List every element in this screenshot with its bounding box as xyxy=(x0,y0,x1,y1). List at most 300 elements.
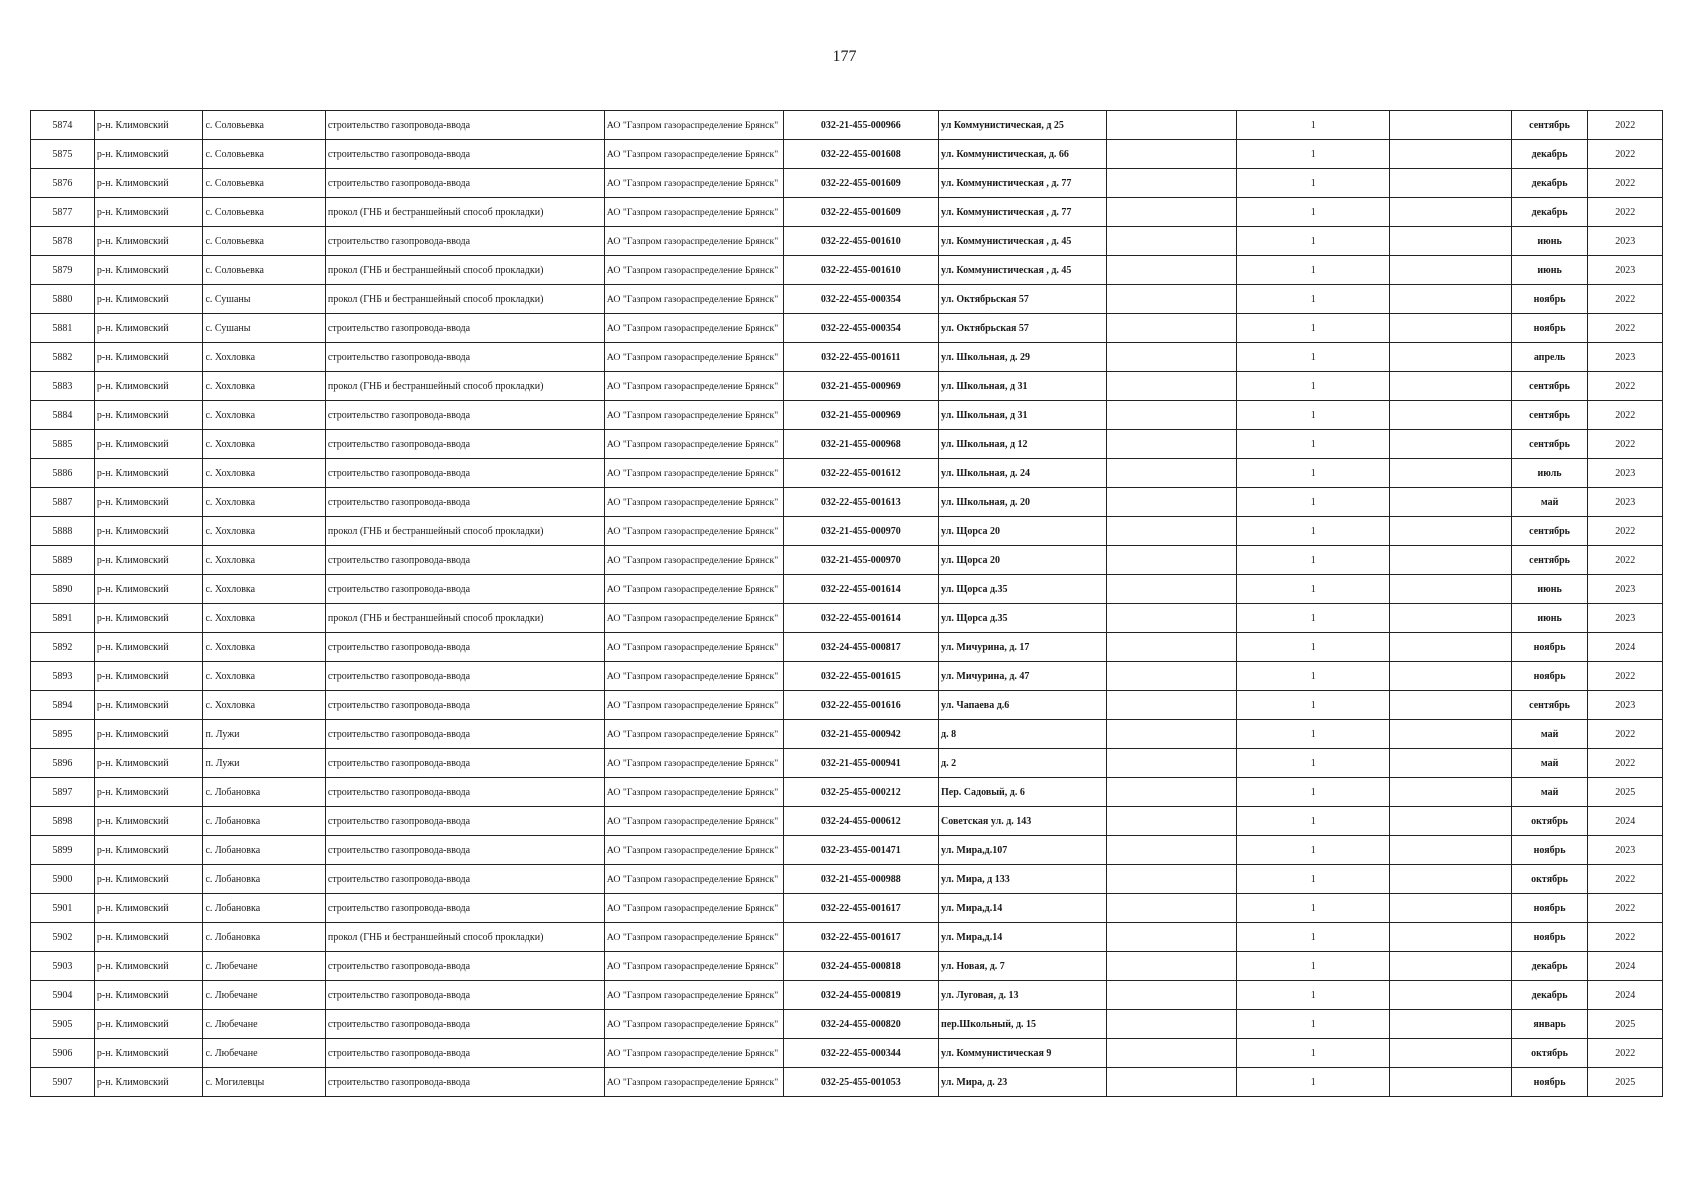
settlement-cell: с. Хохловка xyxy=(203,633,325,662)
quantity-cell: 1 xyxy=(1237,720,1390,749)
empty-cell xyxy=(1107,720,1237,749)
empty-cell xyxy=(1390,691,1511,720)
empty-cell xyxy=(1390,633,1511,662)
empty-cell xyxy=(1390,372,1511,401)
quantity-cell: 1 xyxy=(1237,749,1390,778)
row-number-cell: 5876 xyxy=(31,169,95,198)
organization-cell: АО "Газпром газораспределение Брянск" xyxy=(604,343,783,372)
district-cell: р-н. Климовский xyxy=(94,372,203,401)
district-cell: р-н. Климовский xyxy=(94,894,203,923)
settlement-cell: с. Любечане xyxy=(203,1039,325,1068)
district-cell: р-н. Климовский xyxy=(94,662,203,691)
work-type-cell: строительство газопровода-ввода xyxy=(325,401,604,430)
month-cell: сентябрь xyxy=(1511,691,1588,720)
organization-cell: АО "Газпром газораспределение Брянск" xyxy=(604,662,783,691)
settlement-cell: с. Соловьевка xyxy=(203,111,325,140)
table-row xyxy=(31,285,1663,314)
empty-cell xyxy=(1107,662,1237,691)
table-row xyxy=(31,1010,1663,1039)
work-type-cell: строительство газопровода-ввода xyxy=(325,836,604,865)
district-cell: р-н. Климовский xyxy=(94,198,203,227)
object-code-cell: 032-22-455-000354 xyxy=(783,285,938,314)
empty-cell xyxy=(1390,314,1511,343)
year-cell: 2023 xyxy=(1588,227,1663,256)
work-type-cell: строительство газопровода-ввода xyxy=(325,111,604,140)
empty-cell xyxy=(1107,546,1237,575)
month-cell: ноябрь xyxy=(1511,662,1588,691)
quantity-cell: 1 xyxy=(1237,952,1390,981)
district-cell: р-н. Климовский xyxy=(94,343,203,372)
address-cell: Советская ул. д. 143 xyxy=(939,807,1107,836)
month-cell: декабрь xyxy=(1511,952,1588,981)
work-type-cell: строительство газопровода-ввода xyxy=(325,981,604,1010)
row-number-cell: 5896 xyxy=(31,749,95,778)
settlement-cell: с. Сушаны xyxy=(203,285,325,314)
month-cell: сентябрь xyxy=(1511,401,1588,430)
settlement-cell: с. Хохловка xyxy=(203,546,325,575)
district-cell: р-н. Климовский xyxy=(94,285,203,314)
year-cell: 2024 xyxy=(1588,952,1663,981)
district-cell: р-н. Климовский xyxy=(94,140,203,169)
table-row xyxy=(31,749,1663,778)
year-cell: 2022 xyxy=(1588,430,1663,459)
empty-cell xyxy=(1107,488,1237,517)
object-code-cell: 032-21-455-000988 xyxy=(783,865,938,894)
table-row xyxy=(31,111,1663,140)
settlement-cell: с. Любечане xyxy=(203,952,325,981)
year-cell: 2022 xyxy=(1588,662,1663,691)
table-row xyxy=(31,372,1663,401)
quantity-cell: 1 xyxy=(1237,227,1390,256)
empty-cell xyxy=(1390,546,1511,575)
object-code-cell: 032-21-455-000969 xyxy=(783,372,938,401)
year-cell: 2023 xyxy=(1588,604,1663,633)
quantity-cell: 1 xyxy=(1237,285,1390,314)
table-row xyxy=(31,140,1663,169)
year-cell: 2022 xyxy=(1588,111,1663,140)
table-row xyxy=(31,778,1663,807)
settlement-cell: с. Соловьевка xyxy=(203,227,325,256)
work-type-cell: строительство газопровода-ввода xyxy=(325,633,604,662)
empty-cell xyxy=(1107,604,1237,633)
settlement-cell: с. Хохловка xyxy=(203,401,325,430)
work-type-cell: строительство газопровода-ввода xyxy=(325,1068,604,1097)
organization-cell: АО "Газпром газораспределение Брянск" xyxy=(604,459,783,488)
month-cell: ноябрь xyxy=(1511,1068,1588,1097)
address-cell: д. 8 xyxy=(939,720,1107,749)
district-cell: р-н. Климовский xyxy=(94,314,203,343)
month-cell: май xyxy=(1511,749,1588,778)
month-cell: июль xyxy=(1511,459,1588,488)
settlement-cell: с. Лобановка xyxy=(203,923,325,952)
organization-cell: АО "Газпром газораспределение Брянск" xyxy=(604,488,783,517)
month-cell: май xyxy=(1511,778,1588,807)
empty-cell xyxy=(1107,169,1237,198)
work-type-cell: строительство газопровода-ввода xyxy=(325,952,604,981)
empty-cell xyxy=(1107,1039,1237,1068)
organization-cell: АО "Газпром газораспределение Брянск" xyxy=(604,778,783,807)
object-code-cell: 032-24-455-000819 xyxy=(783,981,938,1010)
month-cell: ноябрь xyxy=(1511,923,1588,952)
empty-cell xyxy=(1107,894,1237,923)
quantity-cell: 1 xyxy=(1237,430,1390,459)
empty-cell xyxy=(1107,111,1237,140)
table-row xyxy=(31,546,1663,575)
settlement-cell: с. Лобановка xyxy=(203,778,325,807)
district-cell: р-н. Климовский xyxy=(94,169,203,198)
year-cell: 2022 xyxy=(1588,923,1663,952)
address-cell: ул. Мичурина, д. 47 xyxy=(939,662,1107,691)
organization-cell: АО "Газпром газораспределение Брянск" xyxy=(604,749,783,778)
empty-cell xyxy=(1107,575,1237,604)
district-cell: р-н. Климовский xyxy=(94,256,203,285)
settlement-cell: с. Любечане xyxy=(203,1010,325,1039)
object-code-cell: 032-22-455-001608 xyxy=(783,140,938,169)
row-number-cell: 5905 xyxy=(31,1010,95,1039)
month-cell: сентябрь xyxy=(1511,430,1588,459)
row-number-cell: 5898 xyxy=(31,807,95,836)
year-cell: 2022 xyxy=(1588,314,1663,343)
district-cell: р-н. Климовский xyxy=(94,691,203,720)
month-cell: сентябрь xyxy=(1511,372,1588,401)
object-code-cell: 032-22-455-000344 xyxy=(783,1039,938,1068)
empty-cell xyxy=(1107,981,1237,1010)
empty-cell xyxy=(1390,1039,1511,1068)
object-code-cell: 032-22-455-001610 xyxy=(783,227,938,256)
object-code-cell: 032-22-455-001613 xyxy=(783,488,938,517)
settlement-cell: с. Соловьевка xyxy=(203,198,325,227)
work-type-cell: прокол (ГНБ и бестраншейный способ прокладки) xyxy=(325,256,604,285)
address-cell: ул. Школьная, д 31 xyxy=(939,372,1107,401)
address-cell: ул Коммунистическая, д 25 xyxy=(939,111,1107,140)
empty-cell xyxy=(1390,720,1511,749)
year-cell: 2023 xyxy=(1588,256,1663,285)
quantity-cell: 1 xyxy=(1237,981,1390,1010)
month-cell: декабрь xyxy=(1511,981,1588,1010)
year-cell: 2022 xyxy=(1588,285,1663,314)
settlement-cell: с. Хохловка xyxy=(203,430,325,459)
year-cell: 2024 xyxy=(1588,807,1663,836)
address-cell: ул. Школьная, д. 24 xyxy=(939,459,1107,488)
year-cell: 2025 xyxy=(1588,1010,1663,1039)
object-code-cell: 032-21-455-000970 xyxy=(783,517,938,546)
year-cell: 2023 xyxy=(1588,459,1663,488)
object-code-cell: 032-23-455-001471 xyxy=(783,836,938,865)
work-type-cell: строительство газопровода-ввода xyxy=(325,430,604,459)
settlement-cell: с. Лобановка xyxy=(203,807,325,836)
object-code-cell: 032-24-455-000612 xyxy=(783,807,938,836)
empty-cell xyxy=(1107,1010,1237,1039)
settlement-cell: с. Хохловка xyxy=(203,604,325,633)
empty-cell xyxy=(1390,807,1511,836)
quantity-cell: 1 xyxy=(1237,256,1390,285)
month-cell: октябрь xyxy=(1511,1039,1588,1068)
work-type-cell: строительство газопровода-ввода xyxy=(325,807,604,836)
organization-cell: АО "Газпром газораспределение Брянск" xyxy=(604,111,783,140)
quantity-cell: 1 xyxy=(1237,343,1390,372)
register-table xyxy=(30,110,1663,1097)
row-number-cell: 5903 xyxy=(31,952,95,981)
empty-cell xyxy=(1107,256,1237,285)
row-number-cell: 5875 xyxy=(31,140,95,169)
row-number-cell: 5882 xyxy=(31,343,95,372)
quantity-cell: 1 xyxy=(1237,1010,1390,1039)
year-cell: 2025 xyxy=(1588,1068,1663,1097)
month-cell: июнь xyxy=(1511,604,1588,633)
table-row xyxy=(31,401,1663,430)
year-cell: 2024 xyxy=(1588,633,1663,662)
table-row xyxy=(31,981,1663,1010)
empty-cell xyxy=(1107,372,1237,401)
address-cell: ул. Щорса 20 xyxy=(939,517,1107,546)
table-row xyxy=(31,1068,1663,1097)
district-cell: р-н. Климовский xyxy=(94,430,203,459)
district-cell: р-н. Климовский xyxy=(94,604,203,633)
settlement-cell: с. Хохловка xyxy=(203,372,325,401)
address-cell: ул. Коммунистическая, д. 66 xyxy=(939,140,1107,169)
empty-cell xyxy=(1107,459,1237,488)
row-number-cell: 5895 xyxy=(31,720,95,749)
table-row xyxy=(31,807,1663,836)
settlement-cell: с. Хохловка xyxy=(203,459,325,488)
work-type-cell: прокол (ГНБ и бестраншейный способ прокладки) xyxy=(325,372,604,401)
empty-cell xyxy=(1390,778,1511,807)
object-code-cell: 032-25-455-000212 xyxy=(783,778,938,807)
address-cell: ул. Коммунистическая , д. 45 xyxy=(939,227,1107,256)
settlement-cell: с. Хохловка xyxy=(203,662,325,691)
work-type-cell: строительство газопровода-ввода xyxy=(325,691,604,720)
work-type-cell: прокол (ГНБ и бестраншейный способ прокладки) xyxy=(325,285,604,314)
district-cell: р-н. Климовский xyxy=(94,981,203,1010)
object-code-cell: 032-22-455-001612 xyxy=(783,459,938,488)
month-cell: октябрь xyxy=(1511,807,1588,836)
district-cell: р-н. Климовский xyxy=(94,546,203,575)
empty-cell xyxy=(1107,952,1237,981)
organization-cell: АО "Газпром газораспределение Брянск" xyxy=(604,604,783,633)
object-code-cell: 032-25-455-001053 xyxy=(783,1068,938,1097)
table-row xyxy=(31,691,1663,720)
organization-cell: АО "Газпром газораспределение Брянск" xyxy=(604,923,783,952)
district-cell: р-н. Климовский xyxy=(94,459,203,488)
settlement-cell: с. Хохловка xyxy=(203,691,325,720)
organization-cell: АО "Газпром газораспределение Брянск" xyxy=(604,1039,783,1068)
settlement-cell: с. Сушаны xyxy=(203,314,325,343)
organization-cell: АО "Газпром газораспределение Брянск" xyxy=(604,894,783,923)
object-code-cell: 032-24-455-000818 xyxy=(783,952,938,981)
district-cell: р-н. Климовский xyxy=(94,720,203,749)
empty-cell xyxy=(1390,343,1511,372)
quantity-cell: 1 xyxy=(1237,604,1390,633)
empty-cell xyxy=(1107,343,1237,372)
month-cell: ноябрь xyxy=(1511,633,1588,662)
empty-cell xyxy=(1107,401,1237,430)
year-cell: 2024 xyxy=(1588,981,1663,1010)
row-number-cell: 5888 xyxy=(31,517,95,546)
empty-cell xyxy=(1390,894,1511,923)
organization-cell: АО "Газпром газораспределение Брянск" xyxy=(604,372,783,401)
organization-cell: АО "Газпром газораспределение Брянск" xyxy=(604,807,783,836)
settlement-cell: с. Любечане xyxy=(203,981,325,1010)
district-cell: р-н. Климовский xyxy=(94,865,203,894)
object-code-cell: 032-24-455-000820 xyxy=(783,1010,938,1039)
month-cell: ноябрь xyxy=(1511,894,1588,923)
row-number-cell: 5883 xyxy=(31,372,95,401)
quantity-cell: 1 xyxy=(1237,894,1390,923)
quantity-cell: 1 xyxy=(1237,662,1390,691)
table-row xyxy=(31,952,1663,981)
organization-cell: АО "Газпром газораспределение Брянск" xyxy=(604,169,783,198)
month-cell: апрель xyxy=(1511,343,1588,372)
settlement-cell: с. Лобановка xyxy=(203,865,325,894)
object-code-cell: 032-22-455-000354 xyxy=(783,314,938,343)
district-cell: р-н. Климовский xyxy=(94,1039,203,1068)
object-code-cell: 032-22-455-001615 xyxy=(783,662,938,691)
object-code-cell: 032-24-455-000817 xyxy=(783,633,938,662)
work-type-cell: строительство газопровода-ввода xyxy=(325,575,604,604)
table-row xyxy=(31,430,1663,459)
empty-cell xyxy=(1390,749,1511,778)
address-cell: ул. Луговая, д. 13 xyxy=(939,981,1107,1010)
settlement-cell: с. Соловьевка xyxy=(203,169,325,198)
year-cell: 2022 xyxy=(1588,749,1663,778)
work-type-cell: строительство газопровода-ввода xyxy=(325,343,604,372)
empty-cell xyxy=(1390,517,1511,546)
organization-cell: АО "Газпром газораспределение Брянск" xyxy=(604,575,783,604)
district-cell: р-н. Климовский xyxy=(94,1010,203,1039)
row-number-cell: 5885 xyxy=(31,430,95,459)
work-type-cell: строительство газопровода-ввода xyxy=(325,720,604,749)
row-number-cell: 5893 xyxy=(31,662,95,691)
organization-cell: АО "Газпром газораспределение Брянск" xyxy=(604,1068,783,1097)
year-cell: 2022 xyxy=(1588,372,1663,401)
organization-cell: АО "Газпром газораспределение Брянск" xyxy=(604,256,783,285)
row-number-cell: 5886 xyxy=(31,459,95,488)
empty-cell xyxy=(1107,836,1237,865)
empty-cell xyxy=(1390,198,1511,227)
empty-cell xyxy=(1390,836,1511,865)
empty-cell xyxy=(1107,749,1237,778)
organization-cell: АО "Газпром газораспределение Брянск" xyxy=(604,430,783,459)
district-cell: р-н. Климовский xyxy=(94,923,203,952)
table-row xyxy=(31,517,1663,546)
district-cell: р-н. Климовский xyxy=(94,807,203,836)
empty-cell xyxy=(1107,517,1237,546)
empty-cell xyxy=(1107,285,1237,314)
empty-cell xyxy=(1390,981,1511,1010)
settlement-cell: с. Соловьевка xyxy=(203,256,325,285)
row-number-cell: 5874 xyxy=(31,111,95,140)
year-cell: 2022 xyxy=(1588,865,1663,894)
empty-cell xyxy=(1390,1010,1511,1039)
district-cell: р-н. Климовский xyxy=(94,517,203,546)
month-cell: сентябрь xyxy=(1511,111,1588,140)
row-number-cell: 5900 xyxy=(31,865,95,894)
object-code-cell: 032-21-455-000942 xyxy=(783,720,938,749)
table-row xyxy=(31,459,1663,488)
work-type-cell: прокол (ГНБ и бестраншейный способ прокладки) xyxy=(325,198,604,227)
quantity-cell: 1 xyxy=(1237,865,1390,894)
organization-cell: АО "Газпром газораспределение Брянск" xyxy=(604,198,783,227)
quantity-cell: 1 xyxy=(1237,1068,1390,1097)
work-type-cell: строительство газопровода-ввода xyxy=(325,459,604,488)
work-type-cell: прокол (ГНБ и бестраншейный способ прокладки) xyxy=(325,923,604,952)
settlement-cell: с. Хохловка xyxy=(203,343,325,372)
work-type-cell: прокол (ГНБ и бестраншейный способ прокладки) xyxy=(325,517,604,546)
district-cell: р-н. Климовский xyxy=(94,488,203,517)
year-cell: 2022 xyxy=(1588,546,1663,575)
row-number-cell: 5884 xyxy=(31,401,95,430)
month-cell: ноябрь xyxy=(1511,836,1588,865)
table-row xyxy=(31,256,1663,285)
empty-cell xyxy=(1390,952,1511,981)
organization-cell: АО "Газпром газораспределение Брянск" xyxy=(604,836,783,865)
work-type-cell: строительство газопровода-ввода xyxy=(325,169,604,198)
district-cell: р-н. Климовский xyxy=(94,778,203,807)
object-code-cell: 032-22-455-001614 xyxy=(783,604,938,633)
quantity-cell: 1 xyxy=(1237,923,1390,952)
month-cell: октябрь xyxy=(1511,865,1588,894)
table-row xyxy=(31,633,1663,662)
empty-cell xyxy=(1390,923,1511,952)
district-cell: р-н. Климовский xyxy=(94,633,203,662)
district-cell: р-н. Климовский xyxy=(94,1068,203,1097)
empty-cell xyxy=(1390,604,1511,633)
row-number-cell: 5889 xyxy=(31,546,95,575)
quantity-cell: 1 xyxy=(1237,198,1390,227)
empty-cell xyxy=(1107,807,1237,836)
page-number: 177 xyxy=(832,48,857,65)
empty-cell xyxy=(1390,865,1511,894)
row-number-cell: 5897 xyxy=(31,778,95,807)
organization-cell: АО "Газпром газораспределение Брянск" xyxy=(604,865,783,894)
settlement-cell: с. Лобановка xyxy=(203,836,325,865)
quantity-cell: 1 xyxy=(1237,633,1390,662)
address-cell: ул. Октябрьская 57 xyxy=(939,314,1107,343)
organization-cell: АО "Газпром газораспределение Брянск" xyxy=(604,140,783,169)
year-cell: 2022 xyxy=(1588,517,1663,546)
organization-cell: АО "Газпром газораспределение Брянск" xyxy=(604,952,783,981)
address-cell: ул. Щорса 20 xyxy=(939,546,1107,575)
address-cell: ул. Коммунистическая , д. 45 xyxy=(939,256,1107,285)
empty-cell xyxy=(1107,865,1237,894)
year-cell: 2023 xyxy=(1588,343,1663,372)
table-row xyxy=(31,662,1663,691)
empty-cell xyxy=(1390,430,1511,459)
object-code-cell: 032-21-455-000968 xyxy=(783,430,938,459)
settlement-cell: с. Соловьевка xyxy=(203,140,325,169)
row-number-cell: 5879 xyxy=(31,256,95,285)
organization-cell: АО "Газпром газораспределение Брянск" xyxy=(604,227,783,256)
row-number-cell: 5881 xyxy=(31,314,95,343)
year-cell: 2023 xyxy=(1588,488,1663,517)
year-cell: 2025 xyxy=(1588,778,1663,807)
month-cell: декабрь xyxy=(1511,140,1588,169)
district-cell: р-н. Климовский xyxy=(94,227,203,256)
table-row xyxy=(31,314,1663,343)
quantity-cell: 1 xyxy=(1237,691,1390,720)
address-cell: ул. Мира,д.14 xyxy=(939,923,1107,952)
work-type-cell: прокол (ГНБ и бестраншейный способ прокладки) xyxy=(325,604,604,633)
address-cell: ул. Чапаева д.6 xyxy=(939,691,1107,720)
row-number-cell: 5899 xyxy=(31,836,95,865)
quantity-cell: 1 xyxy=(1237,836,1390,865)
settlement-cell: с. Хохловка xyxy=(203,488,325,517)
work-type-cell: строительство газопровода-ввода xyxy=(325,546,604,575)
organization-cell: АО "Газпром газораспределение Брянск" xyxy=(604,517,783,546)
month-cell: июнь xyxy=(1511,575,1588,604)
address-cell: ул. Мичурина, д. 17 xyxy=(939,633,1107,662)
work-type-cell: строительство газопровода-ввода xyxy=(325,662,604,691)
